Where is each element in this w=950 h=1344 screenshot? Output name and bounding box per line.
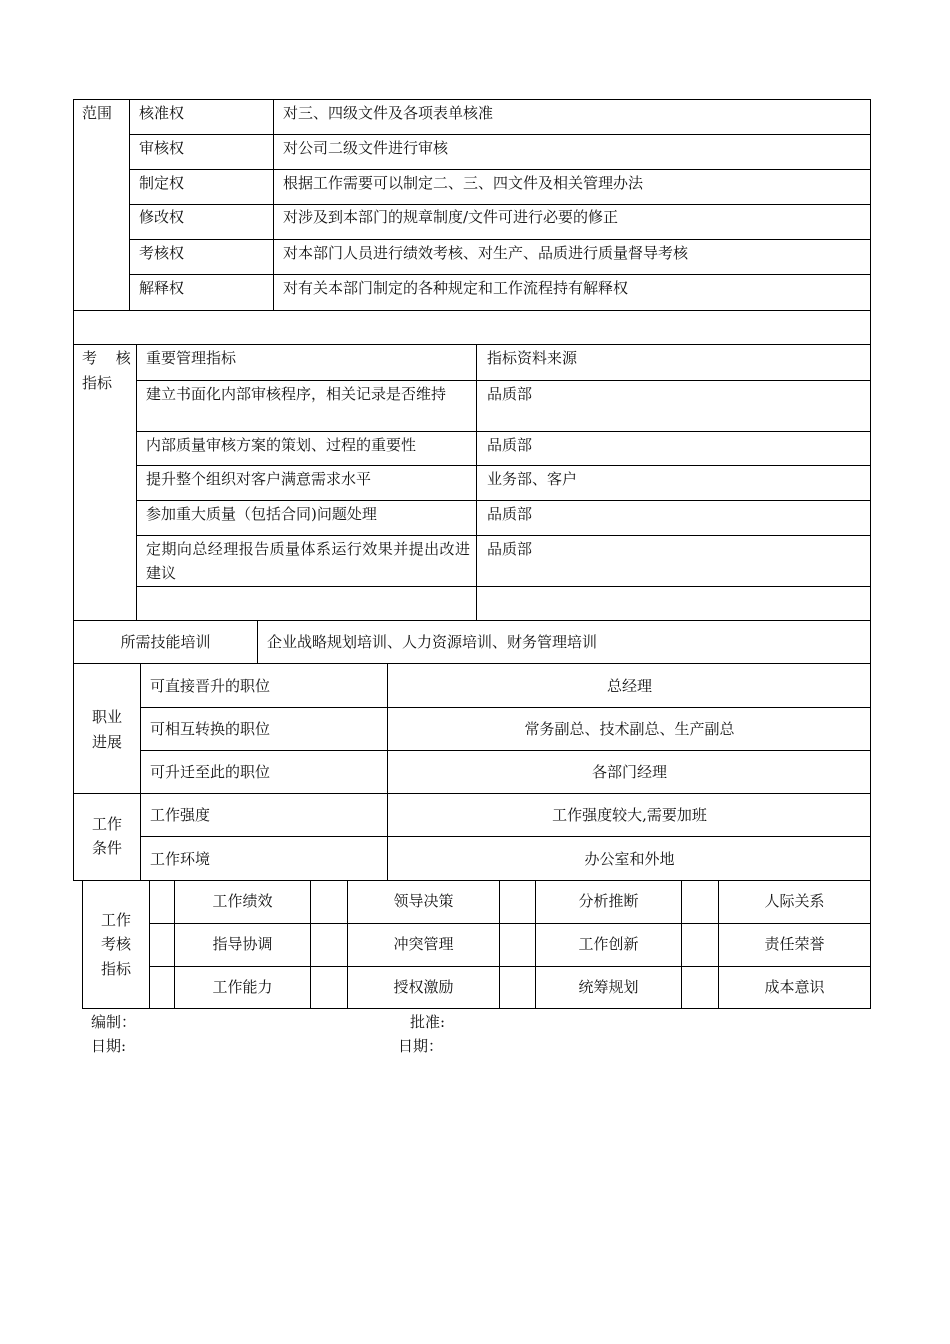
kpi-label: 指标 (82, 374, 113, 392)
kpi-source: 品质部 (487, 385, 533, 403)
assessment-item: 领导决策 (393, 892, 454, 910)
authority-name: 核准权 (139, 104, 185, 122)
kpi-indicator: 建立书面化内部审核程序，相关记录是否维持 (146, 385, 447, 403)
kpi-source: 品质部 (487, 436, 533, 454)
career-name: 可相互转换的职位 (150, 720, 271, 738)
kpi-label: 考 核 (82, 349, 131, 367)
kpi-source: 品质部 (487, 540, 533, 558)
kpi-indicator: 提升整个组织对客户满意需求水平 (146, 470, 372, 488)
assessment-col-line (499, 880, 536, 1009)
authority-name: 修改权 (139, 208, 185, 226)
kpi-header-source: 指标资料来源 (487, 349, 578, 367)
authority-desc: 根据工作需要可以制定二、三、四文件及相关管理办法 (283, 174, 644, 192)
footer-approved: 批准: (410, 1013, 446, 1031)
authority-name: 审核权 (139, 139, 185, 157)
assessment-item: 冲突管理 (393, 935, 454, 953)
assessment-label: 指标 (100, 960, 131, 978)
assessment-item: 人际关系 (764, 892, 825, 910)
kpi-source: 品质部 (487, 505, 533, 523)
assessment-col-line (149, 880, 175, 1009)
assessment-item: 责任荣誉 (764, 935, 825, 953)
kpi-indicator: 定期向总经理报告质量体系运行效果并提出改进建议 (146, 540, 470, 582)
assessment-item: 工作绩效 (212, 892, 273, 910)
assessment-item: 分析推断 (578, 892, 639, 910)
assessment-col-line (310, 880, 348, 1009)
authority-name: 解释权 (139, 279, 185, 297)
empty-row (73, 310, 871, 345)
authority-desc: 对公司二级文件进行审核 (283, 139, 449, 157)
assessment-col-line (681, 880, 719, 1009)
kpi-header-indicator: 重要管理指标 (146, 349, 237, 367)
assessment-item: 工作能力 (212, 978, 273, 996)
footer-date-left: 日期: (91, 1037, 127, 1055)
authority-name: 制定权 (139, 174, 185, 192)
conditions-name: 工作环境 (150, 850, 211, 868)
assessment-item: 指导协调 (212, 935, 273, 953)
assessment-label: 考核 (100, 935, 131, 953)
authority-label-cell (73, 99, 130, 311)
career-label: 职业 (91, 708, 122, 726)
career-label: 进展 (91, 733, 122, 751)
kpi-indicator: 内部质量审核方案的策划、过程的重要性 (146, 436, 417, 454)
conditions-value: 工作强度较大,需要加班 (552, 806, 707, 824)
career-value: 各部门经理 (591, 763, 667, 781)
authority-desc: 对本部门人员进行绩效考核、对生产、品质进行质量督导考核 (283, 244, 689, 262)
career-value: 常务副总、技术副总、生产副总 (524, 720, 735, 738)
conditions-name: 工作强度 (150, 806, 211, 824)
footer-date-right: 日期： (398, 1037, 444, 1055)
assessment-item: 工作创新 (578, 935, 639, 953)
authority-name: 考核权 (139, 244, 185, 262)
authority-desc: 对三、四级文件及各项表单核准 (283, 104, 494, 122)
kpi-indicator: 参加重大质量（包括合同)问题处理 (146, 505, 377, 523)
training-value: 企业战略规划培训、人力资源培训、财务管理培训 (267, 633, 598, 651)
career-value: 总经理 (606, 677, 652, 695)
assessment-label: 工作 (100, 911, 131, 929)
authority-label: 范围 (82, 104, 113, 122)
career-name: 可直接晋升的职位 (150, 677, 271, 695)
conditions-label: 工作 (91, 815, 122, 833)
career-name: 可升迁至此的职位 (150, 763, 271, 781)
conditions-value: 办公室和外地 (584, 850, 675, 868)
authority-desc: 对有关本部门制定的各种规定和工作流程持有解释权 (283, 279, 629, 297)
training-label: 所需技能培训 (120, 633, 211, 651)
footer-compiled: 编制： (91, 1013, 137, 1031)
assessment-item: 授权激励 (393, 978, 454, 996)
conditions-label: 条件 (91, 839, 122, 857)
kpi-source: 业务部、客户 (487, 470, 578, 488)
assessment-item: 统筹规划 (578, 978, 639, 996)
assessment-item: 成本意识 (764, 978, 825, 996)
authority-desc: 对涉及到本部门的规章制度/文件可进行必要的修正 (283, 208, 619, 226)
